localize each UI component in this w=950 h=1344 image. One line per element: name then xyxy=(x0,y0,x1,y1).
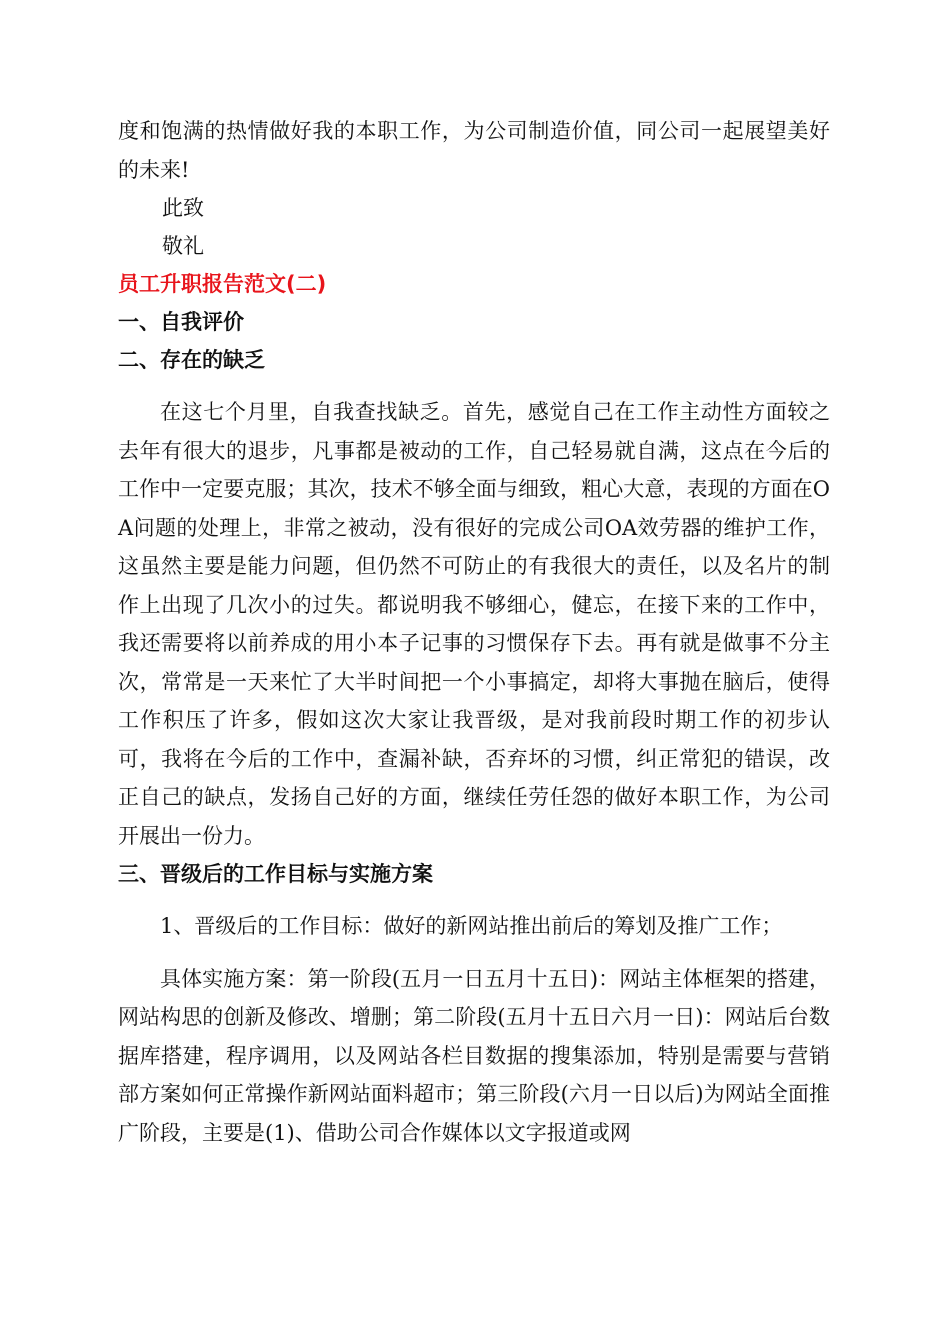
shortcomings-paragraph: 在这七个月里，自我查找缺乏。首先，感觉自己在工作主动性方面较之去年有很大的退步，凡事都是被动的工作，自己轻易就自满，这点在今后的工作中一定要克服；其次，技术不够全面与细致，粗心大意，表现的方面在OA问题的处理上，非常之被动，没有很好的完成公司OA效劳器的维护工作，这虽然主要是能力问题，但仍然不可防止的有我很大的责任，以及名片的制作上出现了几次小的过失。都说明我不够细心，健忘，在接下来的工作中，我还需要将以前养成的用小本子记事的习惯保存下去。再有就是做事不分主次，常常是一天来忙了大半时间把一个小事搞定，却将大事抛在脑后，使得工作积压了许多，假如这次大家让我晋级，是对我前段时期工作的初步认可，我将在今后的工作中，查漏补缺，否弃坏的习惯，纠正常犯的错误，改正自己的缺点，发扬自己好的方面，继续任劳任怨的做好本职工作，为公司开展出一份力。 xyxy=(118,400,830,848)
section-heading-goals-and-plan: 三、晋级后的工作目标与实施方案 xyxy=(118,862,433,886)
closing-regards: 敬礼 xyxy=(162,234,204,258)
implementation-plan-paragraph: 具体实施方案：第一阶段(五月一日五月十五日)：网站主体框架的搭建，网站构思的创新及修改、增删；第二阶段(五月十五日六月一日)：网站后台数据库搭建，程序调用，以及网站各栏目数据的搜集添加，特别是需要与营销部方案如何正常操作新网站面料超市；第三阶段(六月一日以后)为网站全面推广阶段，主要是(1)、借助公司合作媒体以文字报道或网 xyxy=(118,966,830,1145)
closing-salutation: 此致 xyxy=(162,196,204,220)
section-heading-shortcomings: 二、存在的缺乏 xyxy=(118,348,265,372)
section-heading-self-evaluation: 一、自我评价 xyxy=(118,310,244,334)
intro-paragraph: 度和饱满的热情做好我的本职工作，为公司制造价值，同公司一起展望美好的未来! xyxy=(118,119,830,182)
document-title: 员工升职报告范文(二) xyxy=(118,272,327,296)
document-page xyxy=(118,112,830,1152)
goal-item-1: 1、晋级后的工作目标：做好的新网站推出前后的筹划及推广工作； xyxy=(160,914,783,938)
